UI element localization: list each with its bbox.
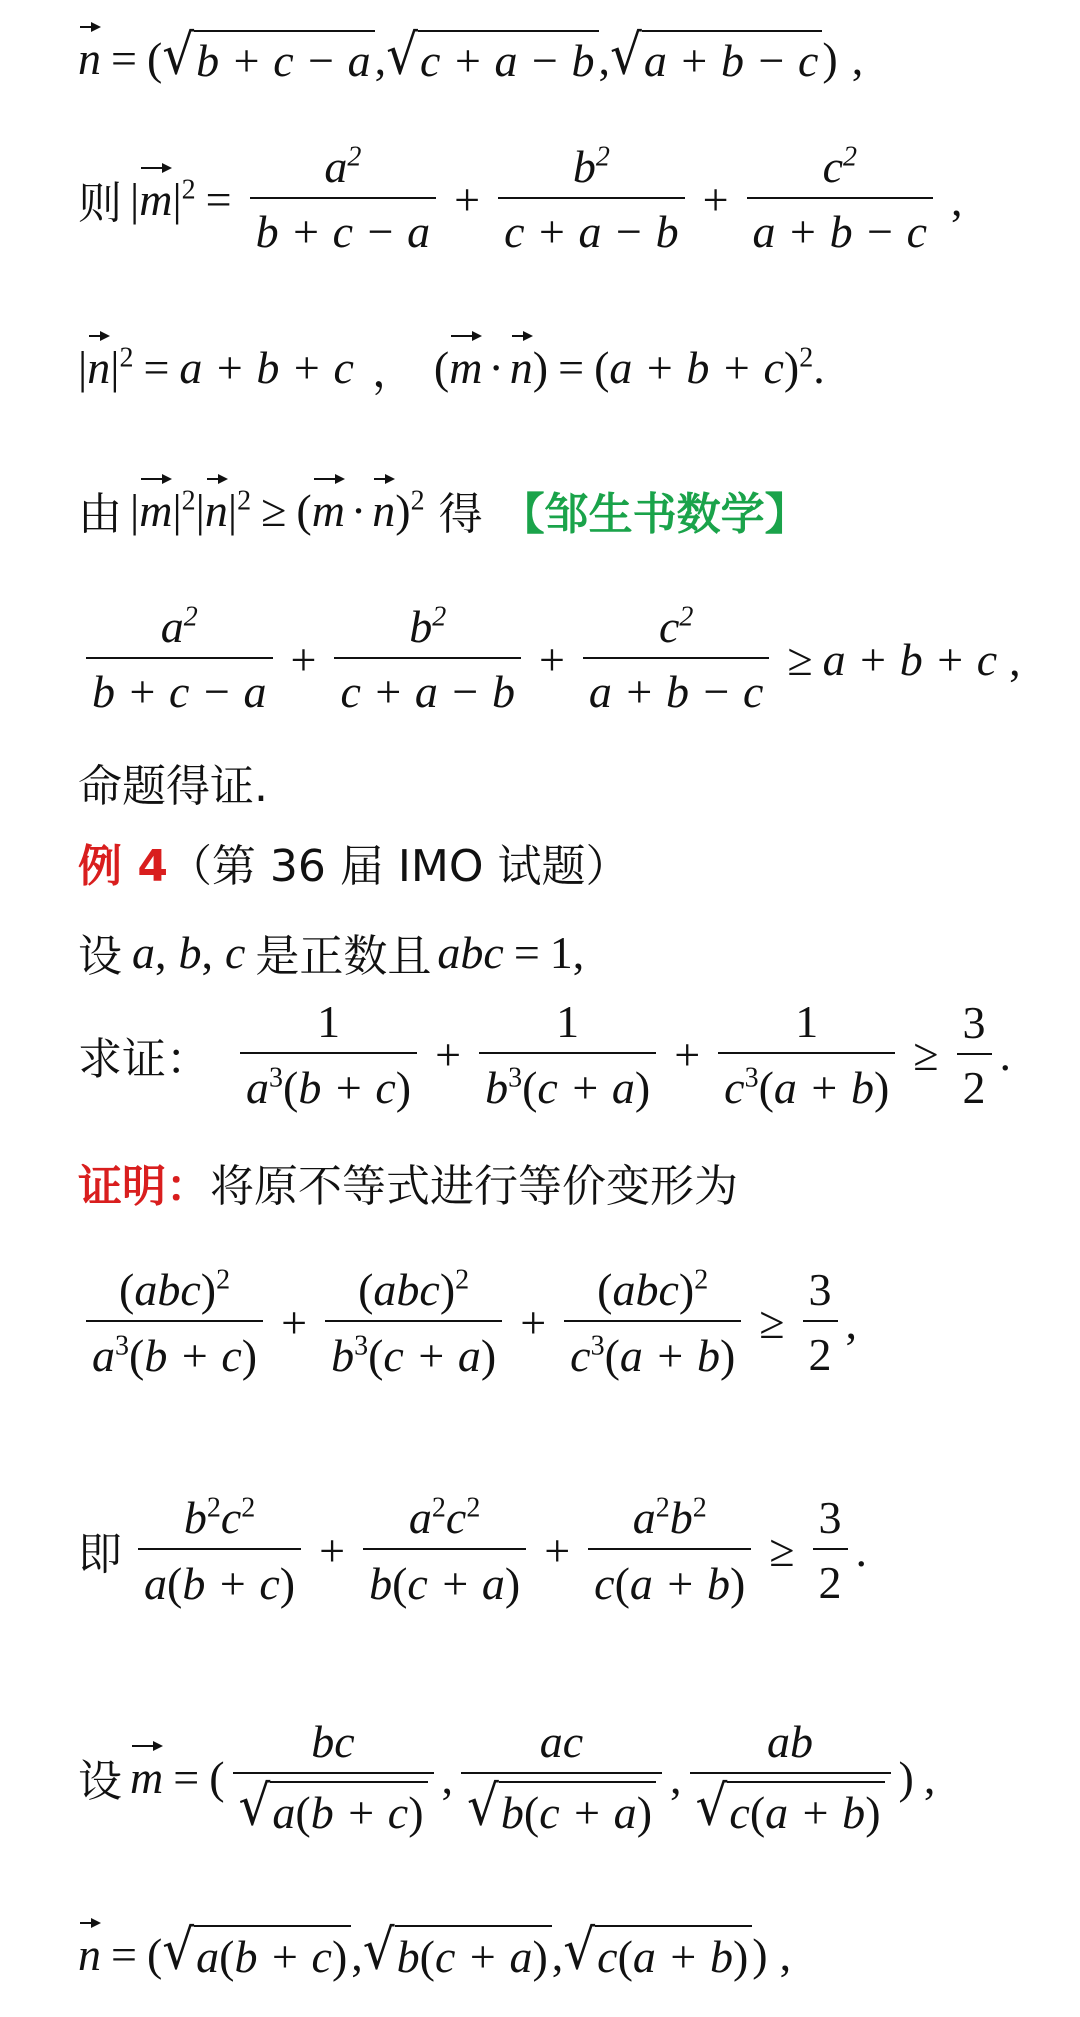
de-label: 得 <box>438 489 483 540</box>
simplified-inequality: 即 $\frac{b^2c^2}{a(b + c)}$ + $\frac{a^2c^2}{b(c + a)}$ + $\frac{a^2b^2}{c(a + b)}$ ≥ $\frac{3}{2}$ . <box>78 1492 868 1609</box>
stmt-suffix: 是正数且 <box>255 931 432 982</box>
example-source: （第 36 届 IMO 试题） <box>167 841 630 892</box>
vector-n-definition-1: n = ( √ b + c − a , √ c + a − b , √ a + b − c ) , <box>78 22 864 87</box>
problem-statement: 设 a , b , c 是正数且 abc = 1, <box>78 920 584 984</box>
she-label-2: 设 <box>78 1756 122 1807</box>
proof-text: 将原不等式进行等价变形为 <box>210 1161 738 1212</box>
transformed-inequality: $\frac{(abc)^2}{a^3(b + c)}$ + $\frac{(abc)^2}{b^3(c + a)}$ + $\frac{(abc)^2}{c^3(a + b)}$ ≥ $\frac{3}{2}$ , <box>78 1262 857 1382</box>
cauchy-inequality-line: 由 | m $|^2|$ n $|^2$ ≥ ( m · n )$^2$ 得 【邹生书数学】 <box>78 478 809 542</box>
sum-inequality: $\frac{a^2}{b + c - a}$ + $\frac{b^2}{c + a - b}$ + $\frac{c^2}{a + b - c}$ ≥ a + b + c , <box>78 600 1021 718</box>
m-squared-expression: 则 | m $|^2$ = $\frac{a^2}{b + c - a}$ + $\frac{b^2}{c + a - b}$ + $\frac{c^2}{a + b - c}$ , <box>78 141 963 257</box>
prove-label: 求证： <box>78 1033 210 1085</box>
ji-label: 即 <box>78 1529 122 1580</box>
proof-heading <box>78 1150 738 1214</box>
n-squared-expression: | n $|^2$ = a + b + c ， ( m · n ) = ( a + b + c )$^2$. <box>78 341 825 397</box>
conclusion-text: 命题得证. <box>78 761 268 812</box>
vector-n-definition-2: n = ( √ a(b + c) , √ b(c + a) , √ c(a + b) ) , <box>78 1917 792 1982</box>
ze-label: 则 <box>78 178 122 229</box>
to-prove: 求证： $\frac{1}{a^3(b + c)}$ + $\frac{1}{b^3(c + a)}$ + $\frac{1}{c^3(a + b)}$ ≥ $\frac{3}{2}$ . <box>78 996 1012 1113</box>
you-label: 由 <box>78 489 122 540</box>
example-heading <box>78 830 629 894</box>
proof-label: 证明： <box>78 1161 210 1212</box>
she-label-1: 设 <box>78 931 122 982</box>
vector-m-definition: 设 m = ( bc √ a(b + c) , ac √ b(c + a) , ab √ c(a + b) ) , <box>78 1716 936 1838</box>
conclusion-line <box>78 750 268 814</box>
brand-label: 【邹生书数学】 <box>500 489 809 540</box>
example-label: 例 4 <box>78 841 168 892</box>
